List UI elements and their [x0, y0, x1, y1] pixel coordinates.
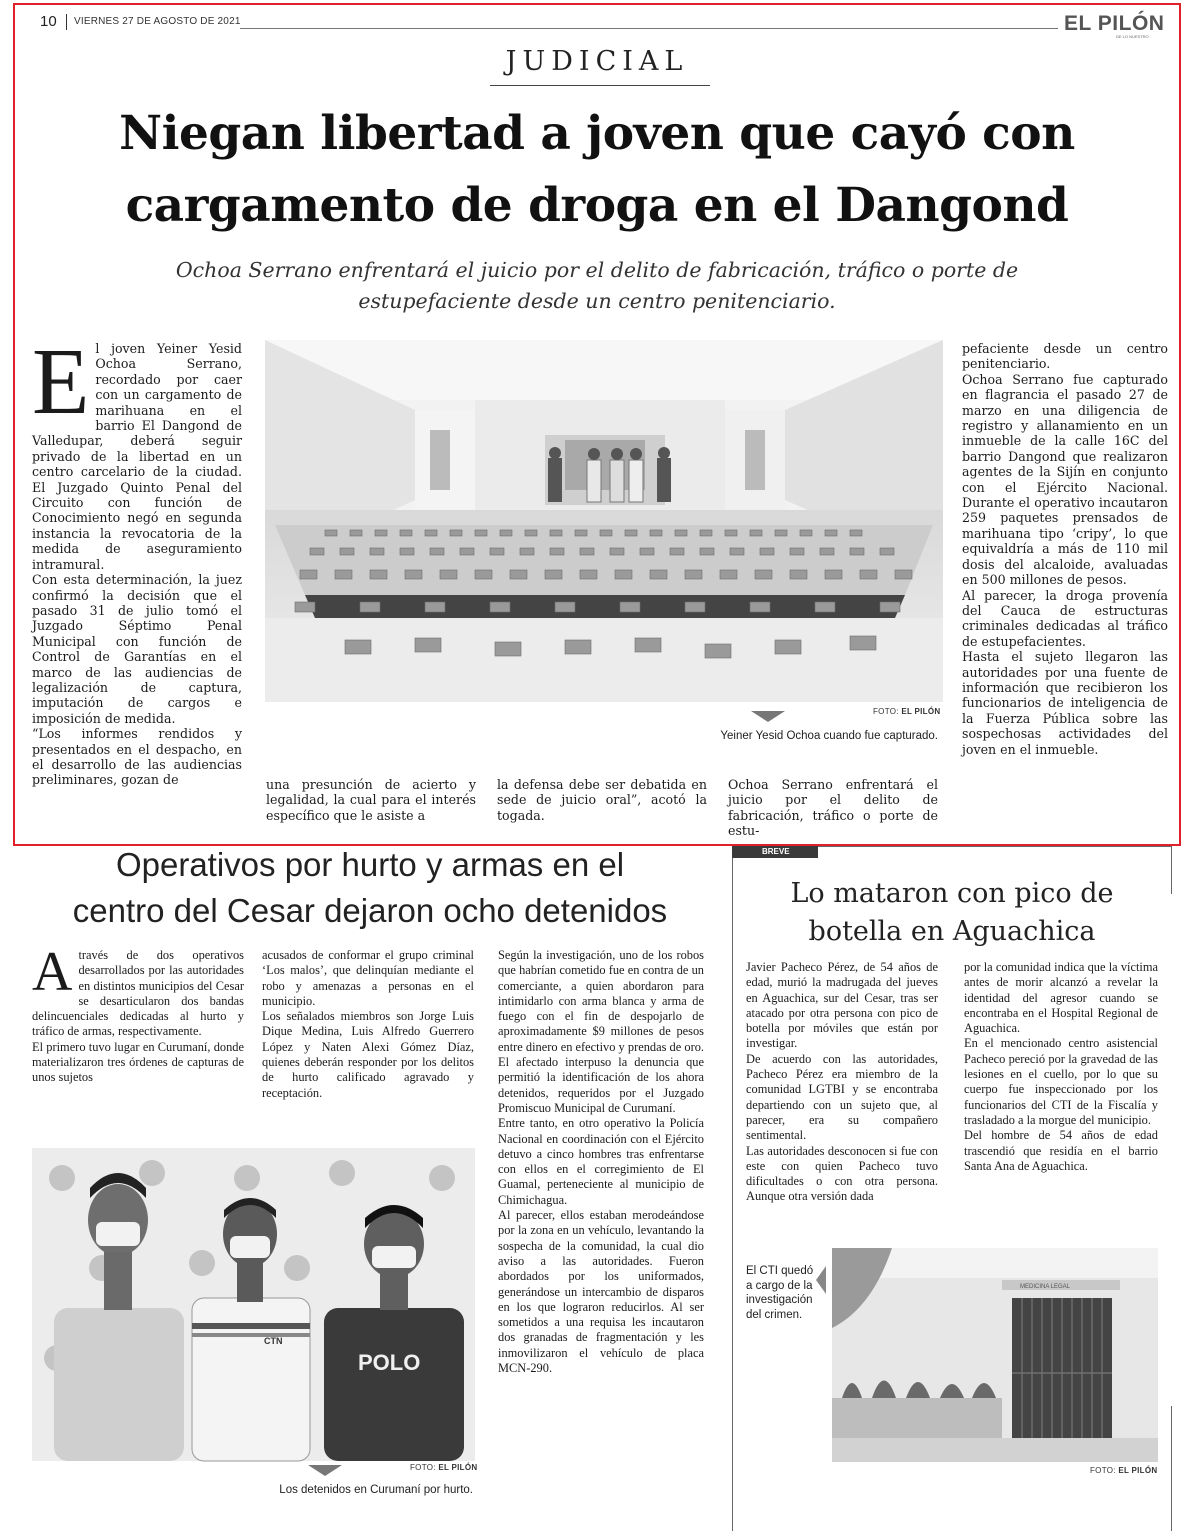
paragraph: Con esta determinación, la juez confirmó la decisión que el pasado 31 de julio tomó el Juzgado Séptimo Penal Municipal con función de Control de Garantías en el marco de las audiencias de legalización de captura, imputación de cargos e imposición de medida.: [32, 572, 242, 726]
detainees-photo-caption: Los detenidos en Curumaní por hurto.: [279, 1484, 473, 1496]
brief-tag: BREVE: [732, 846, 818, 858]
paragraph: acusados de conformar el grupo criminal ‘Los malos’, que delinquían mediante el robo y amenazas a personas en el municipio.: [262, 948, 474, 1008]
morgue-illustration: [832, 1248, 1158, 1462]
paragraph: Hasta el sujeto llegaron las autoridades por una fuente de información que recibieron los funcionarios de inteligencia de la Fuerza Pública sobre las sospechosas actividades del joven en el inmueble.: [962, 649, 1168, 757]
paragraph: De acuerdo con las autoridades, Pacheco Pérez era miembro de la comunidad LGTBI y se encontraba departiendo con un sujeto que, al parecer, era su compañero sentimental.: [746, 1051, 938, 1143]
headline-line-2: cargamento de droga en el Dangond: [125, 178, 1069, 233]
section-underline: [490, 85, 710, 86]
brief-column-2: [964, 960, 1158, 1234]
building-sign: MEDICINA LEGAL: [1020, 1284, 1071, 1290]
paragraph: “Los informes rendidos y presentados en el despacho, en el desarrollo de las audiencias preliminares, gozan de: [32, 726, 242, 788]
paragraph: Ochoa Serrano fue capturado en flagrancia el pasado 27 de marzo en una diligencia de registro y allanamiento en un inmueble de la calle 16C del barrio Dangond que realizaron agentes de la Sijín en conjunto con el Ejército Nacional. Durante el operativo incautaron 259 paquetes prensados de marihuana tipo ‘cripy’, lo que equivaldría a más de 110 mil dosis del alcaloide, avaluadas en 500 millones de pesos.: [962, 371, 1168, 588]
paragraph: En el mencionado centro asistencial Pacheco pereció por la gravedad de las lesiones en el cuello, por lo que su cuerpo fue inspeccionado por los funcionarios del CTI de la Fiscalía y trasladado a la morgue del municipio.: [964, 1036, 1158, 1127]
paragraph: l joven Yeiner Yesid Ochoa Serrano, recordado por caer con un cargamento de marihuana en el barrio El Dangond de Valledupar, deberá seguir privado de la libertad en un centro carcelario de la ciudad. El Juzgado Quinto Penal del Circuito con función de Conocimiento negó en segunda instancia la revocatoria de la medida de aseguramiento intramural.: [32, 341, 242, 572]
paragraph: través de dos operativos desarrollados por las autoridades en distintos municipios del Cesar se desarticularon dos bandas delincuenciales dedicadas al hurto y tráfico de armas, respectivamente.: [32, 948, 244, 1039]
headline-line-2: centro del Cesar dejaron ocho detenidos: [72, 892, 668, 929]
credit-source: EL PILÓN: [1118, 1466, 1158, 1475]
detainees-illustration: [32, 1148, 475, 1461]
morgue-photo: [832, 1248, 1158, 1462]
brief-frame-right-bottom: [1171, 1406, 1172, 1531]
caption-pointer-icon: [308, 1465, 342, 1476]
paragraph: por la comunidad indica que la víctima antes de morir alcanzó a revelar la identidad del agresor cuando se encontraba en el Hospital Regional de Aguachica.: [964, 960, 1158, 1036]
headline-line-1: Niegan libertad a joven que cayó con: [119, 106, 1075, 161]
paragraph: Del hombre de 54 años de edad trascendió que residía en el barrio Santa Ana de Aguachica.: [964, 1128, 1158, 1173]
page-date: VIERNES 27 DE AGOSTO DE 2021: [74, 16, 241, 27]
dropcap-a: A: [32, 941, 73, 1003]
section-label: JUDICIAL: [505, 46, 689, 77]
credit-label: FOTO:: [873, 707, 899, 716]
credit-source: EL PILÓN: [901, 707, 941, 716]
logo-tagline: DE LO NUESTRO: [1116, 34, 1149, 39]
credit-label: FOTO:: [1090, 1466, 1116, 1475]
detainees-photo: [32, 1148, 475, 1461]
brief-headline-line-2: botella en Aguachica: [808, 916, 1096, 947]
paragraph: la defensa debe ser debatida en sede de juicio oral”, acotó la togada.: [497, 777, 707, 823]
brief-frame-left: [732, 846, 733, 1531]
paragraph: Al parecer, la droga provenía del Cauca de estructuras criminales dedicadas al tráfico de estupefacientes.: [962, 587, 1168, 649]
page-number: 10: [40, 13, 57, 30]
shirt-logo-small: CTN: [264, 1336, 283, 1346]
second-column-3: [498, 948, 704, 1530]
brief-article: [732, 846, 1172, 1531]
morgue-photo-credit: [1090, 1466, 1157, 1475]
dropcap-e: E: [32, 330, 90, 434]
second-article: [0, 846, 720, 1531]
paragraph: Según la investigación, uno de los robos que habrían cometido fue en contra de un comerciante, a quien abordaron para intimidarlo con arma blanca y arma de fuego con el fin de despojarlo de aproximadamente $9 millones de pesos entre dinero en efectivo y prendas de oro. El afectado interpuso la denuncia que permitió la identificación de los ahora detenidos, requeridos por el Juzgado Promiscuo Municipal de Curumaní.: [498, 948, 704, 1115]
credit-source: EL PILÓN: [438, 1463, 478, 1472]
paragraph: una presunción de acierto y legalidad, la cual para el interés específico que le asiste a: [266, 777, 476, 823]
headline-line-1: Operativos por hurto y armas en el: [115, 846, 625, 883]
brief-photo-caption: El CTI quedó a cargo de la investigación del crimen.: [746, 1265, 814, 1321]
main-photo-credit: [873, 707, 940, 716]
subtitle-line-2: estupefaciente desde un centro penitenciario.: [358, 289, 836, 313]
newspaper-logo: EL PILÓN: [1064, 12, 1165, 35]
paragraph: Javier Pacheco Pérez, de 54 años de edad, murió la madrugada del jueves en Aguachica, sur del Cesar, tras ser atacado por otra persona con pico de botella por móviles que están por investigar.: [746, 960, 938, 1051]
second-column-1: [32, 941, 244, 1128]
credit-label: FOTO:: [410, 1463, 436, 1472]
warehouse-photo-illustration: [265, 340, 943, 702]
brief-headline-line-1: Lo mataron con pico de: [790, 878, 1114, 909]
paragraph: El primero tuvo lugar en Curumaní, donde materializaron tres órdenes de capturas de unos sujetos: [32, 1039, 244, 1085]
paragraph: Entre tanto, en otro operativo la Policía Nacional en coordinación con el Ejército detuvo a cinco hombres tras enfrentarse con ellos en el corregimiento de El Guamal, perteneciente al municipio de Chimichagua.: [498, 1116, 704, 1207]
caption-pointer-icon: [816, 1266, 826, 1294]
shirt-logo: POLO: [358, 1350, 421, 1375]
main-column-5: [962, 341, 1168, 825]
main-column-3: [497, 777, 707, 825]
paragraph: pefaciente desde un centro penitenciario.: [962, 341, 1168, 372]
subtitle-line-1: Ochoa Serrano enfrentará el juicio por el delito de fabricación, tráfico o porte de: [175, 258, 1019, 282]
brief-column-1: [746, 960, 938, 1234]
detainees-photo-credit: [410, 1463, 477, 1472]
paragraph: Las autoridades desconocen si fue con este con quien Pacheco tuvo dificultades o con otra persona. Aunque otra versión dada: [746, 1143, 938, 1204]
caption-pointer-icon: [751, 711, 785, 722]
main-column-4: [728, 777, 938, 839]
main-photo-caption: Yeiner Yesid Ochoa cuando fue capturado.: [720, 730, 938, 742]
paragraph: Al parecer, ellos estaban merodeándose por la zona en un vehículo, levantando la sospecha de la comunidad, la cual dio aviso a las autoridades. Fueron abordados por los uniformados, generándose un intercambio de disparos en los que lograron reducirlos. Al ser sometidos a una requisa les incautaron dos granadas de fragmentación y les inmovilizaron el vehículo de placa MCN-290.: [498, 1208, 704, 1376]
paragraph: Los señalados miembros son Jorge Luis Dique Medina, Luis Alfredo Guerrero López y Naten Alexi Gómez Díaz, quienes deberán responder por los delitos de hurto calificado agravado y receptación.: [262, 1009, 474, 1100]
main-column-2: [266, 777, 476, 825]
paragraph: Ochoa Serrano enfrentará el juicio por el delito de fabricación, tráfico o porte de estu-: [728, 777, 938, 839]
main-photo: [265, 340, 943, 702]
second-column-2: [262, 948, 474, 1128]
main-column-1: [32, 330, 242, 825]
